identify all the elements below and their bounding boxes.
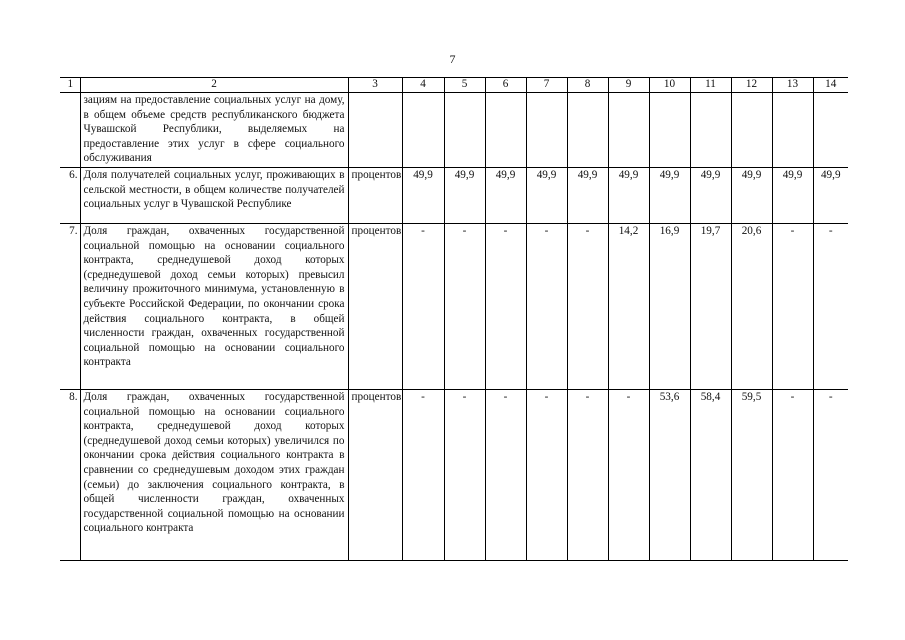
value-cell: - — [444, 224, 485, 390]
header-cell-2: 2 — [80, 78, 348, 93]
header-cell-9: 9 — [608, 78, 649, 93]
value-cell: - — [772, 390, 813, 561]
value-cell: 49,9 — [485, 168, 526, 224]
table-row — [60, 168, 848, 224]
unit-cell — [348, 93, 402, 168]
value-cell: - — [813, 390, 848, 561]
value-cell: 49,9 — [567, 168, 608, 224]
value-cell: 14,2 — [608, 224, 649, 390]
value-cell: 59,5 — [731, 390, 772, 561]
value-cell — [813, 93, 848, 168]
value-cell: 49,9 — [444, 168, 485, 224]
header-cell-8: 8 — [567, 78, 608, 93]
value-cell: 49,9 — [690, 168, 731, 224]
header-cell-3: 3 — [348, 78, 402, 93]
header-cell-7: 7 — [526, 78, 567, 93]
value-cell — [567, 93, 608, 168]
header-cell-14: 14 — [813, 78, 848, 93]
value-cell — [731, 93, 772, 168]
value-cell: - — [402, 224, 444, 390]
value-cell: 49,9 — [608, 168, 649, 224]
value-cell: 49,9 — [731, 168, 772, 224]
value-cell: 58,4 — [690, 390, 731, 561]
table-row — [60, 224, 848, 390]
value-cell: 49,9 — [772, 168, 813, 224]
value-cell: - — [772, 224, 813, 390]
value-cell — [649, 93, 690, 168]
value-cell — [485, 93, 526, 168]
value-cell: - — [526, 390, 567, 561]
value-cell — [690, 93, 731, 168]
value-cell: - — [813, 224, 848, 390]
value-cell: 49,9 — [526, 168, 567, 224]
value-cell: 20,6 — [731, 224, 772, 390]
value-cell: - — [485, 224, 526, 390]
header-cell-4: 4 — [402, 78, 444, 93]
value-cell: 16,9 — [649, 224, 690, 390]
value-cell — [526, 93, 567, 168]
value-cell: - — [485, 390, 526, 561]
header-cell-10: 10 — [649, 78, 690, 93]
value-cell: 49,9 — [813, 168, 848, 224]
indicator-description: Доля граждан, охваченных государственной социальной помощью на основании социального контракта, среднедушевой доход которых (среднедушевой доход семьи которых) увеличился по окончании срока действия социального контракта в сравнении со среднедушевым доходом этих граждан (семьи) до заключения социального контракта, в общей численности граждан, охваченных государственной социальной помощью на основании социального контракта — [80, 390, 348, 561]
value-cell: 53,6 — [649, 390, 690, 561]
header-cell-6: 6 — [485, 78, 526, 93]
value-cell: 49,9 — [402, 168, 444, 224]
table-header-row — [60, 78, 848, 93]
table-row — [60, 390, 848, 561]
header-cell-1: 1 — [60, 78, 80, 93]
row-number — [60, 93, 80, 168]
value-cell: - — [567, 224, 608, 390]
value-cell — [772, 93, 813, 168]
value-cell — [402, 93, 444, 168]
row-number: 6. — [60, 168, 80, 224]
unit-cell: процентов — [348, 390, 402, 561]
value-cell — [608, 93, 649, 168]
header-cell-5: 5 — [444, 78, 485, 93]
indicator-description: Доля граждан, охваченных государственной социальной помощью на основании социального контракта, среднедушевой доход которых (среднедушевой доход семьи которых) превысил величину прожиточного минимума, установленную в субъекте Российской Федерации, по окончании срока действия социального контракта, в общей численности граждан, охваченных государственной социальной помощью на основании социального контракта — [80, 224, 348, 390]
table-row — [60, 93, 848, 168]
value-cell: 19,7 — [690, 224, 731, 390]
value-cell: - — [402, 390, 444, 561]
value-cell: - — [567, 390, 608, 561]
value-cell: - — [608, 390, 649, 561]
indicator-description: зациям на предоставление социальных услуг на дому, в общем объеме средств республиканского бюджета Чувашской Республики, выделяемых на предоставление этих услуг в сфере социального обслуживания — [80, 93, 348, 168]
value-cell: - — [526, 224, 567, 390]
indicators-table — [60, 77, 848, 561]
header-cell-11: 11 — [690, 78, 731, 93]
row-number: 7. — [60, 224, 80, 390]
header-cell-13: 13 — [772, 78, 813, 93]
row-number: 8. — [60, 390, 80, 561]
value-cell: - — [444, 390, 485, 561]
unit-cell: процентов — [348, 224, 402, 390]
unit-cell: процентов — [348, 168, 402, 224]
page-number: 7 — [449, 52, 456, 66]
header-cell-12: 12 — [731, 78, 772, 93]
indicator-description: Доля получателей социальных услуг, проживающих в сельской местности, в общем количестве получателей социальных услуг в Чувашской Республике — [80, 168, 348, 224]
value-cell: 49,9 — [649, 168, 690, 224]
value-cell — [444, 93, 485, 168]
